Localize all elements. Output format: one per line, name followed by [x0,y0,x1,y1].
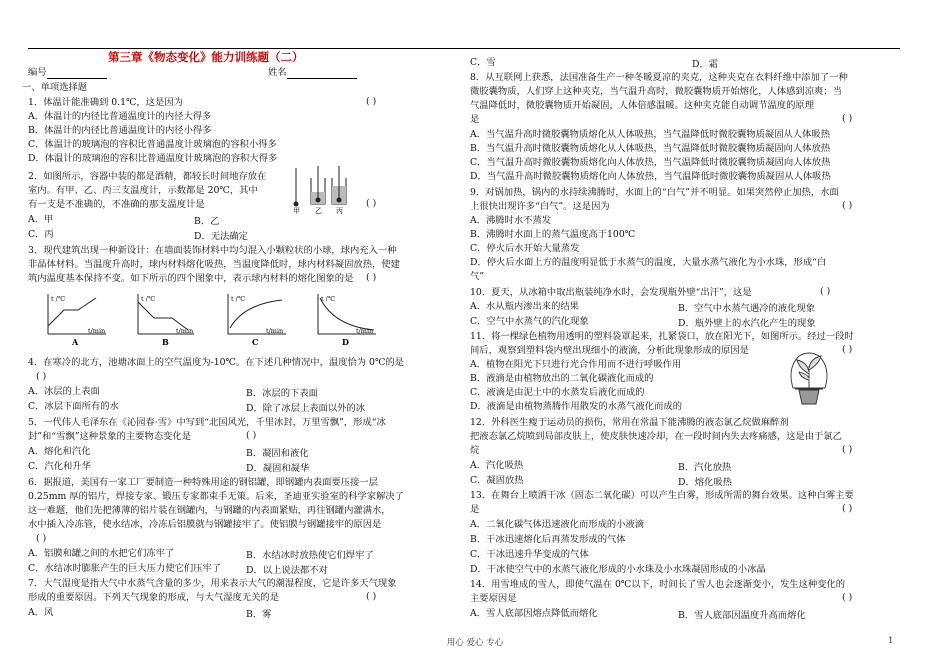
q2-option-c[interactable]: C．丙 [28,229,54,240]
q1-stem: 1．体温计能准确到 0.1℃，这是因为 [28,97,183,108]
name-field: 姓名 [268,66,357,79]
q7-option-a[interactable]: A．风 [28,607,54,618]
q13-line-1: 13．在舞台上喷洒干冰（固态二氧化碳）可以产生白雾，形成所需的舞台效果。这种白雾主要 [470,490,854,501]
thermometer-yi-bulb [316,198,320,202]
q2-line-3: 有一支是不准确的，不准确的那支温度计是 [28,199,205,210]
q11-line-2: 间后，观察到塑料袋内壁出现细小的液滴，分析此现象形成的原因是 [470,345,749,356]
q12-option-b[interactable]: B．汽化放热 [678,462,732,473]
q12-answer[interactable]: ( ) [842,444,853,455]
q14-line-1: 14．用雪堆成的雪人，即使气温在 0℃以下，时间长了雪人也会逐渐变小，发生这种变化的 [470,579,846,590]
q13-option-d[interactable]: D．干冰使空气中的水蒸气液化形成的小水珠及小水珠凝固形成的小冰晶 [470,564,766,575]
q6-option-c[interactable]: C．水结冰时膨胀产生的巨大压力使它们压牢了 [28,563,222,574]
q8-line-4: 是 [470,114,480,125]
q12-line-2: 把液态氯乙烷喷到局部皮肤上，使皮肤快速冷却，在一段时间内失去疼痛感，这是由于氯乙 [470,431,842,442]
q5-option-d[interactable]: D．凝固和凝华 [246,463,310,474]
graph-c-label: C [252,337,259,347]
q12-option-d[interactable]: D．熔化吸热 [678,477,732,488]
q2-option-b[interactable]: B．乙 [194,216,220,227]
q4-option-b[interactable]: B．冰层的下表面 [246,388,318,399]
q9-line-2: 上很快出现许多“白气”。这是因为 [470,201,610,212]
q11-line-1: 11．将一棵绿色植物用透明的塑料袋罩起来，扎紧袋口，放在阳光下，如图所示。经过一段时 [470,331,854,342]
number-field: 编号 [28,66,107,79]
q11-option-c[interactable]: C．液滴是由泥土中的水蒸发后液化而成的 [470,387,645,398]
header-rule [28,48,900,49]
q9-option-c[interactable]: C．停火后水开始大量蒸发 [470,243,580,254]
q8-answer[interactable]: ( ) [842,113,853,124]
q8-option-a[interactable]: A．当气温升高时微胶囊物质熔化从人体吸热，当气温降低时微胶囊物质凝固从人体吸热 [470,129,830,140]
section-heading: 一、单项选择题 [22,82,88,93]
q4-line-1: 4．在寒冷的北方，池塘冰面上的空气温度为-10℃。在下述几种情况中，温度恰为 0℃的是 [28,357,404,368]
q5-option-a[interactable]: A．熔化和汽化 [28,446,91,457]
graph-b-label: B [162,337,169,347]
number-blank[interactable] [47,68,107,79]
q6-line-4: 水中插入冷冻管，使水结冰，冷冻后铝膜就与钢罐接牢了。使铝膜与钢罐接牢的原因是 [28,519,382,530]
plant-in-bag-figure [785,348,833,408]
label-yi: 乙 [315,207,322,214]
q10-option-a[interactable]: A．水从瓶内渗出来的结果 [470,301,579,312]
q7-line-1: 7．大气湿度是指大气中水蒸气含量的多少，用来表示大气的潮湿程度，它是许多天气现象 [28,578,397,589]
label-jia: 甲 [293,207,300,214]
q1-option-c[interactable]: C．体温计的玻璃泡的容积比普通温度计玻璃泡的容积小得多 [28,139,277,150]
q9-line-1: 9．对锅加热，锅内的水持续沸腾时，水面上的“白气”并不明显。如果突然停止加热，水面 [470,187,839,198]
q5-answer[interactable]: ( ) [246,430,257,441]
q10-option-b[interactable]: B．空气中水蒸气遇冷的液化现象 [678,303,815,314]
q1-option-b[interactable]: B．体温计的内径比普通温度计的内径小得多 [28,125,212,136]
q12-option-a[interactable]: A．汽化吸热 [470,460,524,471]
q3-line-1: 3．现代建筑出现一种新设计：在墙面装饰材料中均匀混入小颗粒状的小球，球内充入一种 [28,245,397,256]
q1-option-a[interactable]: A．体温计的内径比普通温度计的内径大得多 [28,111,212,122]
q8-line-2: 微胶囊物质，人们穿上这种夹克，当气温升高时，微胶囊物质开始熔化，人体感到凉爽；当 [470,86,842,97]
graph-b-xlabel: t/min [176,327,194,335]
q10-option-c[interactable]: C．空气中水蒸气的汽化现象 [470,316,589,327]
graph-a-label: A [72,337,79,347]
q7-option-c[interactable]: C．雪 [470,57,496,68]
q9-answer[interactable]: ( ) [842,200,853,211]
thermometer-figure [286,164,352,214]
graph-d-xlabel: t/min [356,327,374,335]
graph-c-xlabel: t/min [266,327,284,335]
name-blank[interactable] [287,68,357,79]
graph-c-curve [230,300,282,328]
q6-line-3: 这一难题，他们先把薄薄的铝片装在钢罐内，与钢罐的内表面紧贴，再往钢罐内灌满水， [28,505,391,516]
q9-option-a[interactable]: A．沸腾时水不蒸发 [470,215,552,226]
q8-option-c[interactable]: C．当气温升高时微胶囊物质熔化向人体放热，当气温降低时微胶囊物质凝固向人体放热 [470,157,831,168]
q11-option-b[interactable]: B．液滴是由植物放出的二氧化碳液化而成的 [470,373,654,384]
q13-line-2: 是 [470,504,480,515]
q13-option-c[interactable]: C．干冰迅速升华变成的气体 [470,549,589,560]
q2-option-d[interactable]: D．无法确定 [194,231,248,242]
q3-answer[interactable]: ( ) [366,272,377,283]
graph-b-ylabel: t /℃ [141,295,156,303]
q8-line-1: 8．从互联网上获悉，法国准备生产一种冬暖夏凉的夹克，这种夹克在衣料纤维中添加了一种 [470,72,848,83]
q3-line-2: 非晶体材料。当温度升高时，球内材料熔化吸热，当温度降低时，球内材料凝固放热，使建 [28,259,400,270]
q11-option-a[interactable]: A．植物在阳光下只进行光合作用而不进行呼吸作用 [470,359,682,370]
flower-pot [799,390,819,404]
q13-option-b[interactable]: B．干冰迅速熔化后再蒸发形成的气体 [470,534,626,545]
page-title: 第三章《物态变化》能力训练题（二） [108,50,304,64]
q10-option-d[interactable]: D．瓶外壁上的水汽化产生的现象 [678,318,816,329]
q4-option-d[interactable]: D．除了冰层上表面以外的冰 [246,403,366,414]
q7-answer[interactable]: ( ) [366,591,377,602]
q7-option-d[interactable]: D．霜 [692,59,719,70]
graph-b-curve [138,302,188,330]
q5-option-c[interactable]: C．汽化和升华 [28,461,91,472]
q6-line-2: 0.25mm 厚的铝片，焊接专家、锻压专家都束手无策。后来，圣迪亚实验室的科学家解决了 [28,491,404,502]
q6-option-a[interactable]: A．铝膜和罐之间的水把它们冻牢了 [28,548,175,559]
q14-line-2: 主要原因是 [470,593,517,604]
q2-line-1: 2．如图所示，容器中装的都是酒精，都较长时间地存放在 [28,171,267,182]
q2-option-a[interactable]: A．甲 [28,214,54,225]
q4-option-c[interactable]: C．冰层下面所有的水 [28,401,119,412]
q4-option-a[interactable]: A．冰层的上表面 [28,386,100,397]
q5-option-b[interactable]: B．凝固和液化 [246,448,309,459]
q11-answer[interactable]: ( ) [842,344,853,355]
q1-answer[interactable]: ( ) [366,96,377,107]
q7-option-b[interactable]: B．雾 [246,609,272,620]
q6-answer[interactable]: ( ) [36,533,47,544]
q14-answer[interactable]: ( ) [842,592,853,603]
q10-line-1: 10．夏天，从冰箱中取出瓶装纯净水时，会发现瓶外壁“出汗”，这是 [470,287,752,298]
q12-line-1: 12．外科医生瘦于运动员的损伤，常用在常温下能沸腾的液态氯乙烷做麻醉剂 [470,417,789,428]
thermometer-jia-bulb [294,202,298,206]
graph-a-ylabel: t /℃ [51,295,66,303]
q9-option-b[interactable]: B．沸腾时水面上的蒸气温度高于100℃ [470,229,636,240]
label-bing: 丙 [336,207,343,214]
q4-answer[interactable]: ( ) [36,371,47,382]
q9-option-d-cont: 气” [470,271,485,282]
q13-answer[interactable]: ( ) [842,503,853,514]
plant-leaf-right [809,356,821,370]
graph-d-label: D [342,337,349,347]
q2-answer[interactable]: ( ) [366,198,377,209]
q12-line-3: 烷 [470,445,480,456]
q13-option-a[interactable]: A．二氧化碳气体迅速液化而形成的小液滴 [470,519,645,530]
thermometer-bing-bulb [337,198,341,202]
q12-option-c[interactable]: C．凝固放热 [470,475,524,486]
q6-option-d[interactable]: D．以上说法都不对 [246,565,328,576]
q7-line-2: 形成的重要原因。下列天气现象的形成，与大气湿度无关的是 [28,592,280,603]
q11-option-d[interactable]: D．液滴是由植物蒸腾作用散发的水蒸气液化而成的 [470,401,682,412]
q5-line-1: 5．一代伟人毛泽东在《沁园春·雪》中写到“北国风光，千里冰封，万里雪飘”，形成“冰 [28,417,386,428]
q6-line-1: 6．据报道，美国有一家工厂要制造一种特殊用途的钢铝罐，即钢罐内表面要压接一层 [28,477,378,488]
q8-option-d[interactable]: D．当气温升高时微胶囊物质熔化向人体放热，当气温降低时微胶囊物质凝固从人体吸热 [470,171,831,182]
q3-line-3: 筑内温度基本保持不变。如下所示的四个图象中，表示球内材料的熔化图象的是 [28,273,354,284]
q9-option-d[interactable]: D．停火后水面上方的温度明显低于水蒸气的温度，大量水蒸气液化为小水珠，形成“白 [470,257,827,268]
graph-c-ylabel: t /℃ [231,295,246,303]
q1-option-d[interactable]: D．体温计的玻璃泡的容积比普通温度计玻璃泡的容积大得多 [28,153,278,164]
q14-option-b[interactable]: B．雪人底部因温度升高而熔化 [678,610,806,621]
page-footer: 用心 爱心 专心 [446,638,504,648]
graph-a-xlabel: t/min [88,327,106,335]
q6-option-b[interactable]: B．水结冰时放热使它们焊牢了 [246,550,374,561]
q8-option-b[interactable]: B．当气温升高时微胶囊物质熔化从人体吸热，当气温降低时微胶囊物质凝固向人体放热 [470,143,831,154]
graph-d-ylabel: t /℃ [321,295,336,303]
q10-answer[interactable]: ( ) [820,286,831,297]
page-number: 1 [888,636,894,646]
q5-line-2: 封”和“雪飘”这种景象的主要物态变化是 [28,431,192,442]
melting-graphs [34,286,394,348]
q14-option-a[interactable]: A．雪人底部因熔点降低而熔化 [470,608,598,619]
q2-line-2: 室内。有甲、乙、丙三支温度计，示数都是 20℃，其中 [28,185,258,196]
q8-line-3: 气温降低时，微胶囊物质开始凝固，人体倍感温暖。这种夹克能自动调节温度的原理 [470,100,814,111]
